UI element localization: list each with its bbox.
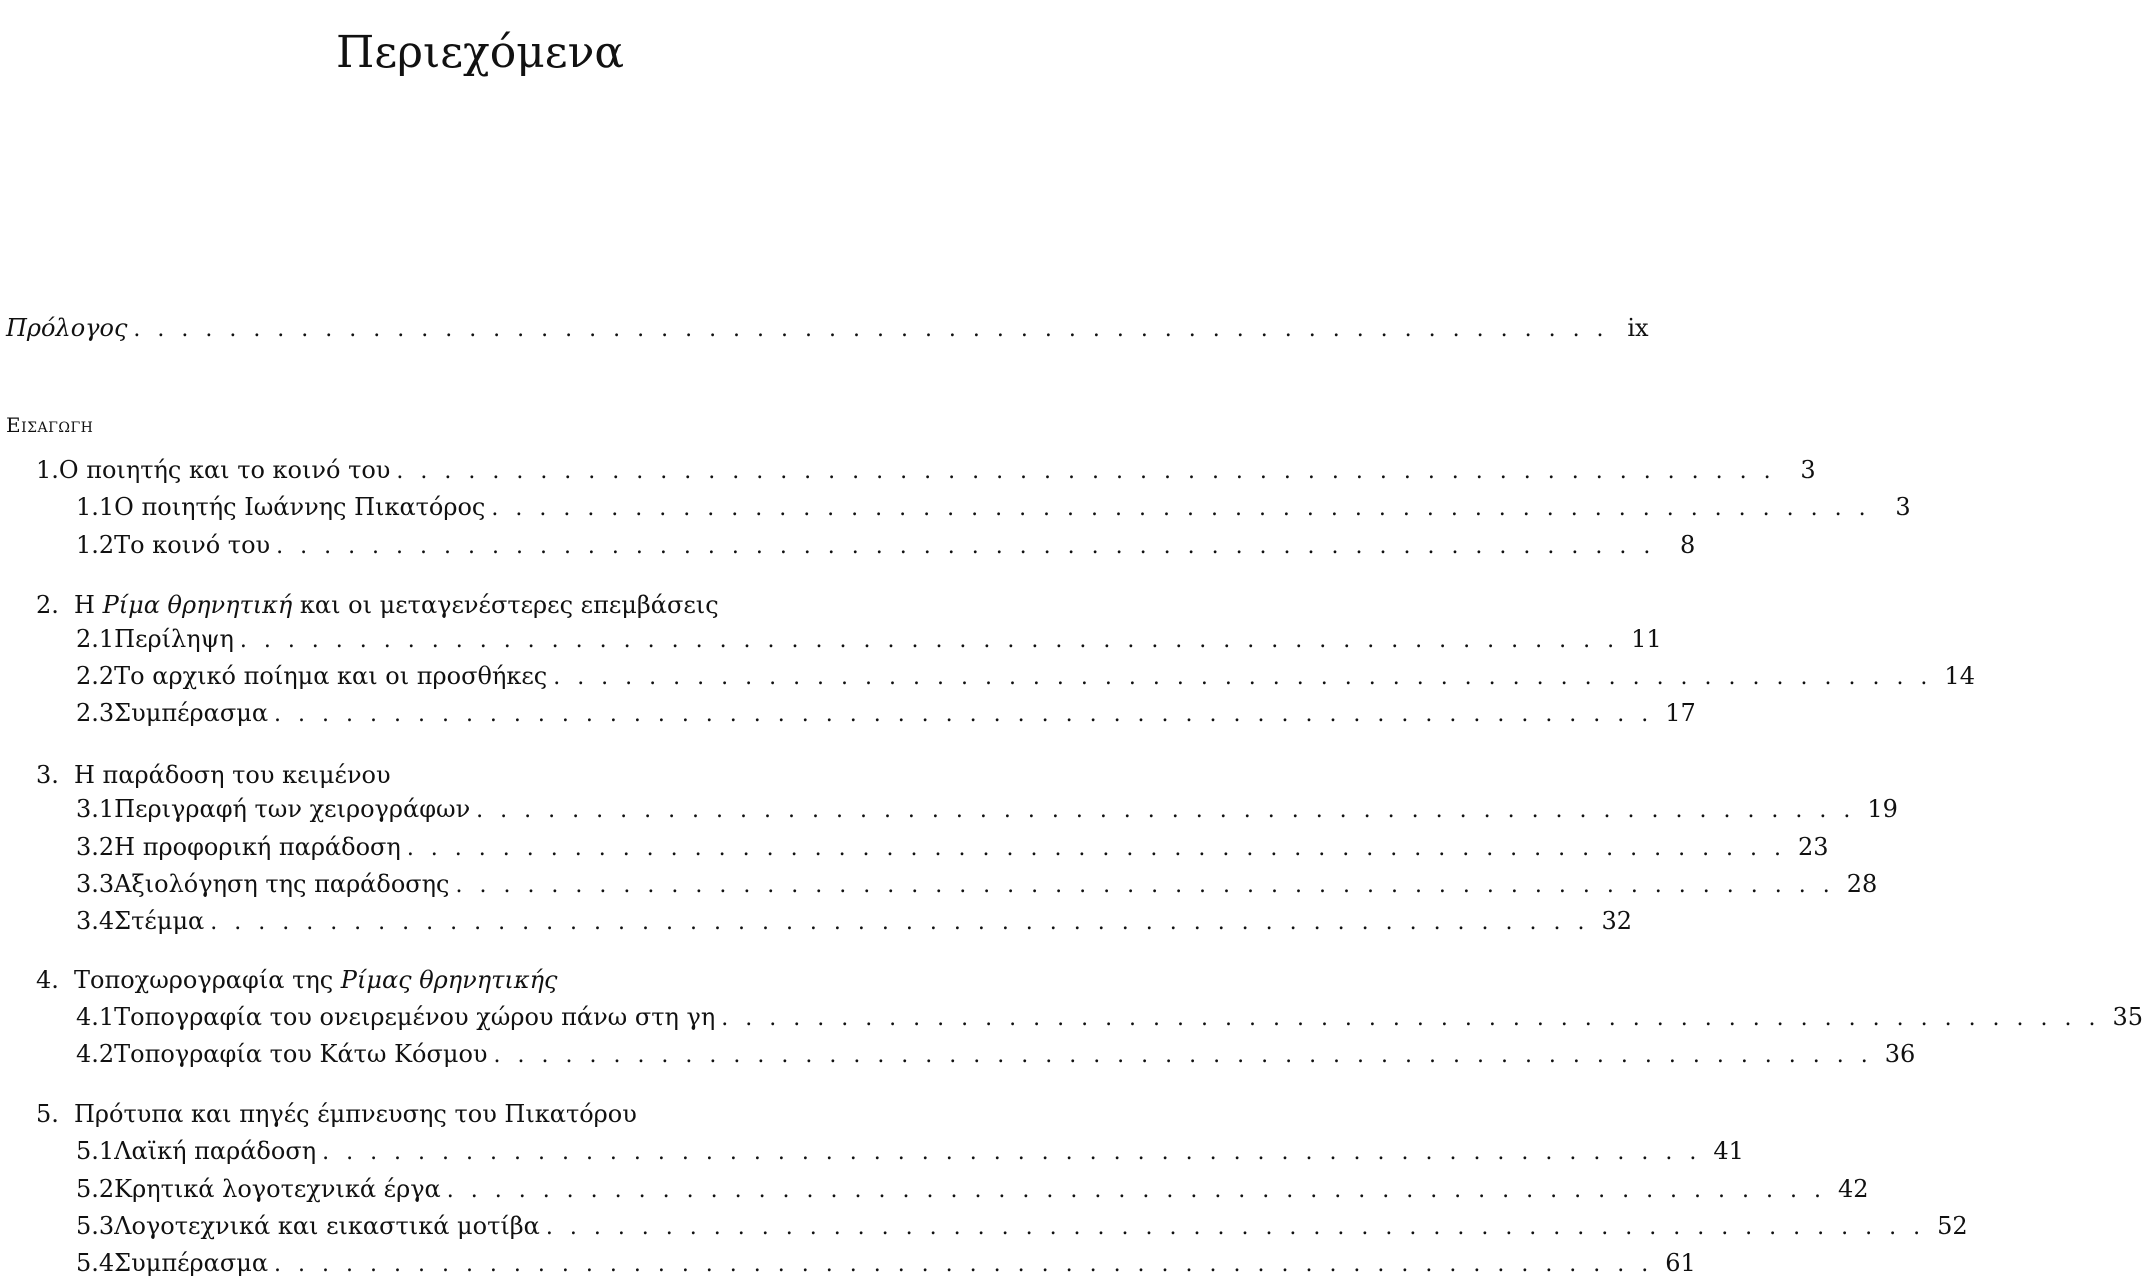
section-title: Λογοτεχνικά και εικαστικά μοτίβα (114, 1212, 540, 1240)
chapter-title: Η παράδοση του κειμένου (74, 761, 391, 789)
entry-page: 23 (1798, 833, 1829, 861)
section-number: 3.1 (76, 795, 115, 823)
toc-chapter-2[interactable] (36, 589, 955, 621)
section-number: 5.1 (76, 1137, 115, 1165)
toc-section[interactable] (76, 529, 1696, 561)
entry-page: 32 (1601, 907, 1633, 935)
dot-leader: . . . . . . . . . . . . . . . . . . . . . . . . . . . . . . . . . . . . . . . . . . . . . . . . . . . . . . . . . . (553, 665, 1933, 690)
entry-page: 11 (1631, 625, 1662, 653)
section-title: Κρητικά λογοτεχνικά έργα (114, 1175, 441, 1203)
section-number: 3.3 (76, 870, 115, 898)
dot-leader: . . . . . . . . . . . . . . . . . . . . . . . . . . . . . . . . . . . . . . . . . . . . . . . . . . . . . . . . . . (446, 1178, 1826, 1203)
dot-leader: . . . . . . . . . . . . . . . . . . . . . . . . . . . . . . . . . . . . . . . . . . . . . . . . . . . . . . . . . . (274, 1252, 1654, 1277)
chapter-number: 1. (36, 456, 59, 484)
section-number: 5.4 (76, 1249, 115, 1277)
section-title: Συμπέρασμα (114, 1249, 269, 1277)
entry-label: Πρόλογος (6, 314, 128, 342)
dot-leader: . . . . . . . . . . . . . . . . . . . . . . . . . . . . . . . . . . . . . . . . . . . . . . . . . . . . . . . . . . (455, 873, 1835, 898)
entry-page: 3 (1800, 456, 1816, 484)
part-heading-label: Εισαγωγη (6, 413, 94, 437)
chapter-title: Τοποχωρογραφία της Ρίμας θρηνητικής (74, 966, 558, 994)
dot-leader: . . . . . . . . . . . . . . . . . . . . . . . . . . . . . . . . . . . . . . . . . . . . . . . . . . . . . . . . . . (721, 1006, 2101, 1031)
section-number: 2.3 (76, 699, 115, 727)
toc-section[interactable] (76, 1210, 1968, 1242)
entry-page: 17 (1665, 699, 1696, 727)
toc-chapter-3[interactable] (36, 759, 955, 791)
dot-leader: . . . . . . . . . . . . . . . . . . . . . . . . . . . . . . . . . . . . . . . . . . . . . . . . . . . . . . . . . . (545, 1215, 1926, 1240)
dot-leader: . . . . . . . . . . . . . . . . . . . . . . . . . . . . . . . . . . . . . . . . . . . . . . . . . . . . . . . . . . (276, 534, 1656, 559)
chapter-title: Η Ρίμα θρηνητική και οι μεταγενέστερες επεμβάσεις (74, 591, 719, 619)
toc-section[interactable] (76, 1173, 1869, 1205)
chapter-number: 3. (36, 761, 59, 789)
chapter-title: Πρότυπα και πηγές έμπνευσης του Πικατόρου (74, 1100, 637, 1128)
section-number: 5.2 (76, 1175, 115, 1203)
toc-chapter-4[interactable] (36, 964, 955, 996)
chapter-number: 4. (36, 966, 59, 994)
section-title: Λαϊκή παράδοση (114, 1137, 317, 1165)
section-title: Τοπογραφία του ονειρεμένου χώρου πάνω στη γη (114, 1003, 716, 1031)
section-title: Η προφορική παράδοση (114, 833, 401, 861)
entry-page: 52 (1937, 1212, 1968, 1240)
entry-page: 35 (2112, 1003, 2143, 1031)
entry-page: 19 (1867, 795, 1898, 823)
chapter-title: Ο ποιητής και το κοινό του (58, 456, 391, 484)
toc-section[interactable] (76, 1001, 2143, 1033)
entry-page: ix (1627, 314, 1649, 342)
toc-section[interactable] (76, 831, 1829, 863)
dot-leader: . . . . . . . . . . . . . . . . . . . . . . . . . . . . . . . . . . . . . . . . . . . . . . . . . . . . . . . . . . (210, 910, 1590, 935)
section-title: Τοπογραφία του Κάτω Κόσμου (114, 1040, 488, 1068)
section-title: Περιγραφή των χειρογράφων (114, 795, 471, 823)
entry-page: 28 (1846, 870, 1878, 898)
section-title: Το κοινό του (114, 531, 271, 559)
toc-section[interactable] (76, 1038, 1916, 1070)
entry-page: 42 (1837, 1175, 1869, 1203)
toc-chapter-5[interactable] (36, 1098, 955, 1130)
entry-page: 8 (1680, 531, 1696, 559)
chapter-number: 5. (36, 1100, 59, 1128)
chapter-number: 2. (36, 591, 59, 619)
toc-section[interactable] (76, 697, 1696, 729)
toc-section[interactable] (76, 1247, 1696, 1279)
dot-leader: . . . . . . . . . . . . . . . . . . . . . . . . . . . . . . . . . . . . . . . . . . . . . . . . . . . . . . . . . . (493, 1043, 1873, 1068)
section-title: Περίληψη (114, 625, 234, 653)
entry-page: 36 (1884, 1040, 1916, 1068)
section-number: 5.3 (76, 1212, 115, 1240)
section-number: 2.1 (76, 625, 115, 653)
section-number: 3.2 (76, 833, 115, 861)
entry-page: 41 (1713, 1137, 1744, 1165)
dot-leader: . . . . . . . . . . . . . . . . . . . . . . . . . . . . . . . . . . . . . . . . . . . . . . . . . . . . . . . . . . (406, 836, 1787, 861)
dot-leader: . . . . . . . . . . . . . . . . . . . . . . . . . . . . . . . . . . . . . . . . . . . . . . . . . . . . . . . . . . (322, 1140, 1702, 1165)
section-number: 1.2 (76, 531, 115, 559)
dot-leader: . . . . . . . . . . . . . . . . . . . . . . . . . . . . . . . . . . . . . . . . . . . . . . . . . . . . . . . . . . (491, 496, 1871, 521)
toc-section[interactable] (76, 660, 1975, 692)
section-number: 4.1 (76, 1003, 115, 1031)
section-title: Ο ποιητής Ιωάννης Πικατόρος (114, 493, 486, 521)
dot-leader: . . . . . . . . . . . . . . . . . . . . . . . . . . . . . . . . . . . . . . . . . . . . . . . . . . . . . . . . . . (476, 798, 1856, 823)
entry-page: 3 (1895, 493, 1911, 521)
section-title: Συμπέρασμα (114, 699, 269, 727)
toc-section[interactable] (76, 793, 1898, 825)
toc-chapter-1[interactable] (36, 454, 1816, 486)
part-heading (6, 409, 961, 441)
section-number: 3.4 (76, 907, 115, 935)
toc-section[interactable] (76, 623, 1662, 655)
entry-page: 14 (1944, 662, 1975, 690)
toc-entry-prologue[interactable] (6, 312, 1649, 344)
toc-section[interactable] (76, 1135, 1744, 1167)
dot-leader: . . . . . . . . . . . . . . . . . . . . . . . . . . . . . . . . . . . . . . . . . . . . . . . . . . . . . . . . . . (396, 459, 1776, 484)
dot-leader: . . . . . . . . . . . . . . . . . . . . . . . . . . . . . . . . . . . . . . . . . . . . . . . . . . . . . . . . . . . . . . (133, 317, 1609, 342)
section-title: Αξιολόγηση της παράδοσης (114, 870, 450, 898)
page-title: Περιεχόμενα (335, 27, 625, 79)
dot-leader: . . . . . . . . . . . . . . . . . . . . . . . . . . . . . . . . . . . . . . . . . . . . . . . . . . . . . . . . . . (239, 628, 1620, 653)
entry-page: 61 (1665, 1249, 1696, 1277)
toc-section[interactable] (76, 905, 1633, 937)
toc-section[interactable] (76, 868, 1878, 900)
toc-section[interactable] (76, 491, 1911, 523)
section-title: Το αρχικό ποίημα και οι προσθήκες (114, 662, 548, 690)
section-title: Στέμμα (114, 907, 205, 935)
section-number: 1.1 (76, 493, 115, 521)
section-number: 4.2 (76, 1040, 115, 1068)
section-number: 2.2 (76, 662, 115, 690)
dot-leader: . . . . . . . . . . . . . . . . . . . . . . . . . . . . . . . . . . . . . . . . . . . . . . . . . . . . . . . . . . (274, 702, 1654, 727)
